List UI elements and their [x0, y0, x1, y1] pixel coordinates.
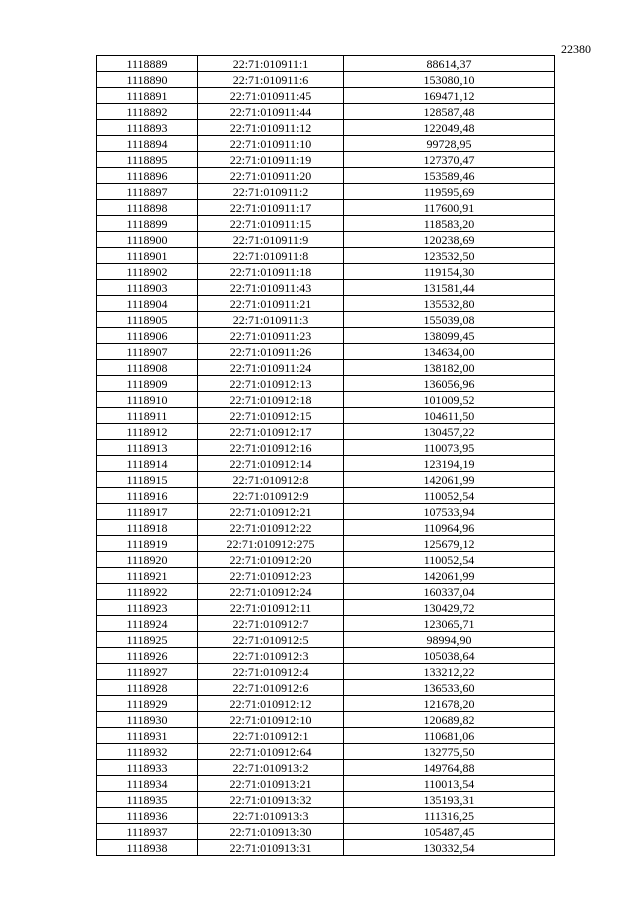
cadastral-number-cell: 22:71:010911:43: [198, 280, 344, 296]
record-number-cell: 1118926: [97, 648, 198, 664]
cadastral-number-cell: 22:71:010912:4: [198, 664, 344, 680]
table-row: [97, 344, 555, 360]
value-cell: 153080,10: [344, 72, 555, 88]
table-row: [97, 616, 555, 632]
cadastral-number-cell: 22:71:010911:45: [198, 88, 344, 104]
value-cell: 98994,90: [344, 632, 555, 648]
table-row: [97, 296, 555, 312]
value-cell: 110073,95: [344, 440, 555, 456]
table-row: [97, 488, 555, 504]
cadastral-number-cell: 22:71:010912:1: [198, 728, 344, 744]
cadastral-number-cell: 22:71:010912:16: [198, 440, 344, 456]
record-number-cell: 1118889: [97, 56, 198, 72]
value-cell: 104611,50: [344, 408, 555, 424]
table-row: [97, 200, 555, 216]
record-number-cell: 1118907: [97, 344, 198, 360]
table-row: [97, 136, 555, 152]
cadastral-number-cell: 22:71:010911:2: [198, 184, 344, 200]
table-row: [97, 56, 555, 72]
table-row: [97, 360, 555, 376]
table-row: [97, 648, 555, 664]
value-cell: 101009,52: [344, 392, 555, 408]
table-row: [97, 744, 555, 760]
table-body: [97, 56, 555, 856]
record-number-cell: 1118891: [97, 88, 198, 104]
value-cell: 110681,06: [344, 728, 555, 744]
value-cell: 110964,96: [344, 520, 555, 536]
record-number-cell: 1118894: [97, 136, 198, 152]
cadastral-number-cell: 22:71:010913:32: [198, 792, 344, 808]
table-row: [97, 680, 555, 696]
table-row: [97, 424, 555, 440]
record-number-cell: 1118917: [97, 504, 198, 520]
table-row: [97, 392, 555, 408]
value-cell: 153589,46: [344, 168, 555, 184]
value-cell: 130457,22: [344, 424, 555, 440]
value-cell: 134634,00: [344, 344, 555, 360]
record-number-cell: 1118892: [97, 104, 198, 120]
cadastral-number-cell: 22:71:010911:12: [198, 120, 344, 136]
record-number-cell: 1118936: [97, 808, 198, 824]
table-row: [97, 376, 555, 392]
record-number-cell: 1118921: [97, 568, 198, 584]
table-row: [97, 120, 555, 136]
record-number-cell: 1118902: [97, 264, 198, 280]
cadastral-number-cell: 22:71:010912:5: [198, 632, 344, 648]
cadastral-number-cell: 22:71:010911:17: [198, 200, 344, 216]
record-number-cell: 1118916: [97, 488, 198, 504]
value-cell: 155039,08: [344, 312, 555, 328]
cadastral-number-cell: 22:71:010911:24: [198, 360, 344, 376]
record-number-cell: 1118922: [97, 584, 198, 600]
value-cell: 130332,54: [344, 840, 555, 856]
value-cell: 127370,47: [344, 152, 555, 168]
table-row: [97, 104, 555, 120]
record-number-cell: 1118911: [97, 408, 198, 424]
record-number-cell: 1118932: [97, 744, 198, 760]
record-number-cell: 1118924: [97, 616, 198, 632]
cadastral-number-cell: 22:71:010911:10: [198, 136, 344, 152]
cadastral-number-cell: 22:71:010912:13: [198, 376, 344, 392]
table-row: [97, 760, 555, 776]
record-number-cell: 1118903: [97, 280, 198, 296]
table-row: [97, 712, 555, 728]
value-cell: 123194,19: [344, 456, 555, 472]
record-number-cell: 1118930: [97, 712, 198, 728]
cadastral-number-cell: 22:71:010911:9: [198, 232, 344, 248]
value-cell: 160337,04: [344, 584, 555, 600]
cadastral-number-cell: 22:71:010912:18: [198, 392, 344, 408]
table-row: [97, 520, 555, 536]
cadastral-number-cell: 22:71:010911:19: [198, 152, 344, 168]
value-cell: 111316,25: [344, 808, 555, 824]
record-number-cell: 1118918: [97, 520, 198, 536]
table-row: [97, 456, 555, 472]
value-cell: 169471,12: [344, 88, 555, 104]
cadastral-number-cell: 22:71:010912:275: [198, 536, 344, 552]
value-cell: 138099,45: [344, 328, 555, 344]
cadastral-number-cell: 22:71:010912:9: [198, 488, 344, 504]
record-number-cell: 1118914: [97, 456, 198, 472]
value-cell: 149764,88: [344, 760, 555, 776]
value-cell: 138182,00: [344, 360, 555, 376]
value-cell: 132775,50: [344, 744, 555, 760]
cadastral-number-cell: 22:71:010912:3: [198, 648, 344, 664]
record-number-cell: 1118919: [97, 536, 198, 552]
value-cell: 110013,54: [344, 776, 555, 792]
table-row: [97, 184, 555, 200]
record-number-cell: 1118904: [97, 296, 198, 312]
table-row: [97, 472, 555, 488]
table-row: [97, 328, 555, 344]
value-cell: 107533,94: [344, 504, 555, 520]
cadastral-number-cell: 22:71:010912:17: [198, 424, 344, 440]
value-cell: 131581,44: [344, 280, 555, 296]
cadastral-number-cell: 22:71:010912:20: [198, 552, 344, 568]
table-row: [97, 440, 555, 456]
table-row: [97, 632, 555, 648]
record-number-cell: 1118890: [97, 72, 198, 88]
table-row: [97, 696, 555, 712]
value-cell: 105038,64: [344, 648, 555, 664]
value-cell: 136533,60: [344, 680, 555, 696]
value-cell: 135193,31: [344, 792, 555, 808]
cadastral-number-cell: 22:71:010911:21: [198, 296, 344, 312]
cadastral-number-cell: 22:71:010912:10: [198, 712, 344, 728]
record-number-cell: 1118931: [97, 728, 198, 744]
page-number: 22380: [561, 42, 591, 56]
cadastral-number-cell: 22:71:010912:12: [198, 696, 344, 712]
record-number-cell: 1118910: [97, 392, 198, 408]
table-row: [97, 600, 555, 616]
value-cell: 120689,82: [344, 712, 555, 728]
value-cell: 88614,37: [344, 56, 555, 72]
value-cell: 123532,50: [344, 248, 555, 264]
record-number-cell: 1118896: [97, 168, 198, 184]
cadastral-number-cell: 22:71:010911:3: [198, 312, 344, 328]
value-cell: 105487,45: [344, 824, 555, 840]
value-cell: 130429,72: [344, 600, 555, 616]
value-cell: 123065,71: [344, 616, 555, 632]
cadastral-number-cell: 22:71:010911:15: [198, 216, 344, 232]
table-row: [97, 312, 555, 328]
table-row: [97, 248, 555, 264]
record-number-cell: 1118935: [97, 792, 198, 808]
record-number-cell: 1118928: [97, 680, 198, 696]
value-cell: 121678,20: [344, 696, 555, 712]
table-row: [97, 664, 555, 680]
cadastral-number-cell: 22:71:010912:8: [198, 472, 344, 488]
record-number-cell: 1118913: [97, 440, 198, 456]
cadastral-number-cell: 22:71:010911:1: [198, 56, 344, 72]
value-cell: 125679,12: [344, 536, 555, 552]
record-number-cell: 1118938: [97, 840, 198, 856]
cadastral-number-cell: 22:71:010912:11: [198, 600, 344, 616]
cadastral-number-cell: 22:71:010912:23: [198, 568, 344, 584]
table-row: [97, 824, 555, 840]
record-number-cell: 1118937: [97, 824, 198, 840]
cadastral-number-cell: 22:71:010912:15: [198, 408, 344, 424]
value-cell: 119154,30: [344, 264, 555, 280]
record-number-cell: 1118908: [97, 360, 198, 376]
record-number-cell: 1118929: [97, 696, 198, 712]
table-row: [97, 232, 555, 248]
record-number-cell: 1118915: [97, 472, 198, 488]
record-number-cell: 1118920: [97, 552, 198, 568]
table-row: [97, 216, 555, 232]
table-row: [97, 88, 555, 104]
table-row: [97, 280, 555, 296]
cadastral-number-cell: 22:71:010912:6: [198, 680, 344, 696]
cadastral-number-cell: 22:71:010913:31: [198, 840, 344, 856]
record-number-cell: 1118909: [97, 376, 198, 392]
record-number-cell: 1118893: [97, 120, 198, 136]
value-cell: 117600,91: [344, 200, 555, 216]
table-row: [97, 728, 555, 744]
cadastral-number-cell: 22:71:010911:20: [198, 168, 344, 184]
record-number-cell: 1118912: [97, 424, 198, 440]
cadastral-number-cell: 22:71:010913:21: [198, 776, 344, 792]
table-row: [97, 168, 555, 184]
table-row: [97, 264, 555, 280]
cadastral-number-cell: 22:71:010912:14: [198, 456, 344, 472]
cadastral-number-cell: 22:71:010911:44: [198, 104, 344, 120]
cadastral-number-cell: 22:71:010913:2: [198, 760, 344, 776]
record-number-cell: 1118901: [97, 248, 198, 264]
table-row: [97, 504, 555, 520]
record-number-cell: 1118897: [97, 184, 198, 200]
record-number-cell: 1118895: [97, 152, 198, 168]
value-cell: 110052,54: [344, 488, 555, 504]
value-cell: 122049,48: [344, 120, 555, 136]
value-cell: 135532,80: [344, 296, 555, 312]
table-row: [97, 72, 555, 88]
table-row: [97, 840, 555, 856]
value-cell: 99728,95: [344, 136, 555, 152]
table-row: [97, 152, 555, 168]
cadastral-number-cell: 22:71:010912:7: [198, 616, 344, 632]
record-number-cell: 1118925: [97, 632, 198, 648]
cadastral-number-cell: 22:71:010913:3: [198, 808, 344, 824]
record-number-cell: 1118899: [97, 216, 198, 232]
record-number-cell: 1118933: [97, 760, 198, 776]
cadastral-number-cell: 22:71:010913:30: [198, 824, 344, 840]
table-row: [97, 552, 555, 568]
value-cell: 142061,99: [344, 568, 555, 584]
cadastral-number-cell: 22:71:010911:26: [198, 344, 344, 360]
record-number-cell: 1118900: [97, 232, 198, 248]
value-cell: 118583,20: [344, 216, 555, 232]
cadastral-number-cell: 22:71:010911:6: [198, 72, 344, 88]
cadastral-number-cell: 22:71:010911:18: [198, 264, 344, 280]
value-cell: 128587,48: [344, 104, 555, 120]
value-cell: 110052,54: [344, 552, 555, 568]
record-number-cell: 1118905: [97, 312, 198, 328]
cadastral-table: [96, 55, 555, 856]
value-cell: 120238,69: [344, 232, 555, 248]
cadastral-number-cell: 22:71:010912:21: [198, 504, 344, 520]
table-row: [97, 776, 555, 792]
cadastral-number-cell: 22:71:010912:22: [198, 520, 344, 536]
value-cell: 133212,22: [344, 664, 555, 680]
record-number-cell: 1118923: [97, 600, 198, 616]
record-number-cell: 1118934: [97, 776, 198, 792]
table-row: [97, 808, 555, 824]
value-cell: 142061,99: [344, 472, 555, 488]
value-cell: 119595,69: [344, 184, 555, 200]
record-number-cell: 1118927: [97, 664, 198, 680]
table-row: [97, 536, 555, 552]
value-cell: 136056,96: [344, 376, 555, 392]
table-row: [97, 408, 555, 424]
cadastral-number-cell: 22:71:010911:23: [198, 328, 344, 344]
record-number-cell: 1118898: [97, 200, 198, 216]
table-row: [97, 792, 555, 808]
cadastral-number-cell: 22:71:010912:64: [198, 744, 344, 760]
record-number-cell: 1118906: [97, 328, 198, 344]
table-row: [97, 568, 555, 584]
cadastral-number-cell: 22:71:010912:24: [198, 584, 344, 600]
table-row: [97, 584, 555, 600]
cadastral-number-cell: 22:71:010911:8: [198, 248, 344, 264]
